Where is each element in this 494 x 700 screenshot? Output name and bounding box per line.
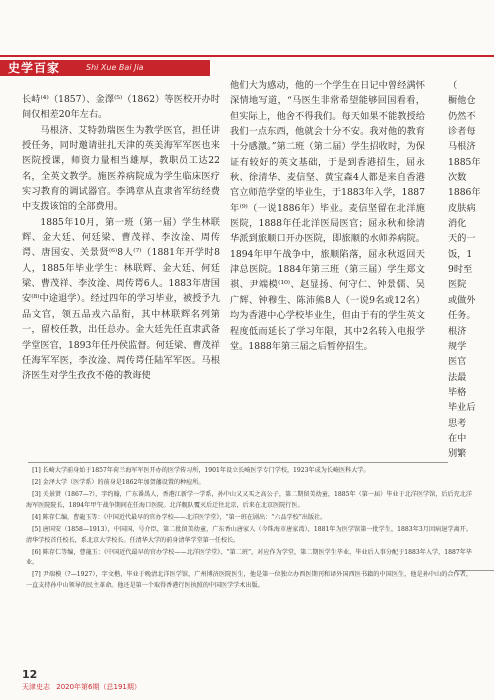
column-3-line: （ (448, 80, 458, 91)
footnote-rule (28, 462, 448, 463)
journal-name: 天津史志 (22, 683, 50, 691)
column-3-line: 马根济 (448, 141, 476, 153)
column-3-line: 别繁 (448, 448, 467, 460)
footnote: [4] 陈存仁编，曹龍玉等：《中国近代最早的官办学校——北洋医学堂》，“第一班在剧出：“六品学校”出版社。 (32, 513, 327, 521)
column-3-line: 在中 (448, 432, 467, 444)
column-3-line: 1886年 (448, 187, 481, 199)
article-column-3-fragment (448, 78, 494, 462)
column-3-line: 医官 (448, 356, 467, 368)
footnote: [5] 唐国安（1858—1913），中国国，号介臣，第二批留美幼童，广东香山唐家人（今珠海市唐家湾），1881年为医学馆第一批学生，1883年3月因病退学离开。清华学校首任校长，系北京大学校长。任清华大学的前身清华学堂第一任校长。 (26, 525, 472, 544)
column-3-line: 思考 (448, 417, 467, 429)
column-3-line: 饭，1 (448, 248, 473, 260)
column-3-line: 9时至 (448, 264, 473, 276)
column-3-line: 橱他仓 (448, 95, 476, 107)
column-3-line: 根济 (448, 325, 467, 337)
footnote: [2] 金泽大学（医学系）的前身是1862年加贺藩设置的种痘所。 (32, 479, 205, 487)
column-3-line: 天的一 (448, 233, 476, 245)
journal-footer (22, 682, 145, 692)
footnote: [1] 长崎大学前身始于1857年荷兰海军军医开办的医学传习所，1901年设立长崎医学专门学校，1923年成为长崎医科大学。 (32, 467, 370, 474)
column-3-line: 法最 (448, 371, 467, 383)
journal-issue: 2020年第6期（总191期） (56, 683, 141, 691)
column-3-line: 皮肤病 (448, 202, 476, 214)
column-3-line: 或做外 (448, 294, 476, 306)
column-3-line: 任务。 (448, 310, 476, 322)
footnote: [3] 关景贤（1867—?），字约翰，广东番禺人，香港江新学一学系，孙中山又又买之高公子，第二期留美幼童，1885年（第一届）毕业于北洋医学馆，后后充北洋海军医院院长，1894年甲午战争期间在任海口医院。北洋舰队覆灭后迁往北京，后来在北京医院行医。 (26, 491, 472, 509)
column-3-line: 仍然不 (448, 110, 476, 122)
article-column-2 (230, 78, 425, 354)
column-3-line: 毕格 (448, 386, 467, 398)
column-3-line: 毕业后 (448, 402, 476, 414)
header-top-rule (0, 55, 494, 57)
column-3-line: 消化 (448, 218, 467, 230)
footnote: [7] 尹端模（?—1927），字文楷，毕业于晚清北洋医学馆，广州博济医院医生，他是第一位独立办西医期刊和译外国西医书籍的中国医生，他是孙中山的合作者，一直支持孙中山领导的民主革命。他还是第一个取得香港行医执照的中国医学学术出版。 (26, 571, 472, 589)
paragraph: 马根济、艾特勃瑞医生为教学医官，担任讲授任务，同时邀请驻扎天津的英美海军军医也来医院授课，师资力量相当雄厚，教职员工达22名，全英文教学。施医养病院成为学生临床医疗实习教育的调试器官。李鸿章从直隶省军纺经费中支拨该馆的全部费用。 (22, 124, 220, 213)
column-3-line: 医院 (448, 279, 467, 291)
section-pinyin: Shi Xue Bai Jia (86, 63, 144, 72)
section-title: 史学百家 (8, 61, 61, 75)
footnote: [6] 陈存仁等编，曹龍玉：《中国近代最早的官办学校——北洋医学堂》，“第二班”，对应作为学堂，第二期医学生毕业，毕业后人事分配于1883年入学，1887年毕业。 (26, 548, 472, 567)
paragraph: 他们大为感动，他的一个学生在日记中曾经满怀深情地写道，“马医生非常希望能够回国看看，但实际上，他舍不得我们。每天如果不能教授给我们一点东西，他就会十分不安。我对他的教育十分感激。”第二班（第二届）学生招收时，为保证有较好的英文基础，于是到香港招生，屈永秋、徐清华、麦信坚、黄宝森4人都是来自香港官立师范学堂的毕业生，于1883年入学，1887年⁽⁹⁾（一说1886年）毕业。麦信坚留在北洋施医院，1888年任北洋医局医官；屈永秋和徐清华派到旅顺口开办医院，即旅顺的水师养病院。1894年甲午战争中，旅顺陷落，屈永秋返回天津总医院。1884年第三班（第三届）学生郑文祺、尹端模⁽¹⁰⁾、赵显扬、何守仁、钟景儒、吴广辉、钟穆生、陈沛熊8人（一说9名或12名）均为香港中心学校毕业生，但由于有的学生英文程度低而延长了学习年限，其中2名转入电报学堂。1888年第三届之后暂停招生。 (230, 80, 425, 352)
page-number: 12 (22, 668, 38, 681)
paragraph: 长峙⁽⁴⁾（1857）、金澤⁽⁵⁾（1862）等医校开办时间仅相差20年左右。 (22, 94, 220, 121)
column-3-line: 规学 (448, 340, 467, 352)
column-3-line: 次数 (448, 172, 467, 184)
article-column-1 (22, 92, 220, 384)
column-3-line: 诊者每 (448, 126, 476, 138)
paragraph: 1885年10月，第一班（第一届）学生林联辉、金大廷、何廷梁、曹茂祥、李汝淦、周传谔、唐国安、关景贤⁽⁶⁾8人⁽⁷⁾（1881年开学时8人，1885年毕业学生：林联辉、金大廷、何廷梁、曹茂祥、李汝淦、周传谔6人。1883年唐国安⁽⁸⁾中途退学）。经过四年的学习毕业，被授予九品文官，领五品戎六品衔，其中林联辉名列第一，留校任教，出任总办。金大廷先任直隶武备学堂医官，1893年任丹侯监督。何廷梁、曹茂祥任海军军医，李汝淦、周传谔任陆军军医。马根济医生对学生孜孜不倦的教诲使 (22, 216, 220, 382)
footnotes (26, 466, 472, 593)
column-3-line: 1885年 (448, 156, 481, 168)
